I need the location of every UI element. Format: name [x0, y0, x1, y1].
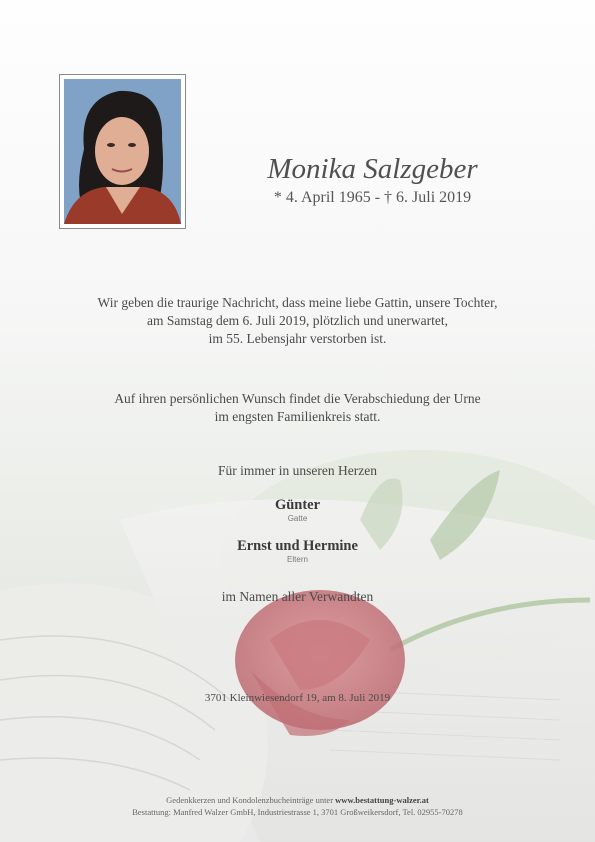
announcement-text	[40, 294, 555, 348]
announcement-line: Wir geben die traurige Nachricht, dass meine liebe Gattin, unsere Tochter,	[97, 295, 498, 310]
mourner-block	[40, 497, 555, 523]
portrait-photo	[64, 79, 181, 224]
mourner-name: Günter	[274, 497, 321, 513]
footer-text: Gedenkkerzen und Kondolenzbucheinträge unter	[166, 795, 334, 805]
announcement-line: im 55. Lebensjahr verstorben ist.	[208, 331, 387, 346]
life-dates: * 4. April 1965 - † 6. Juli 2019	[273, 189, 472, 206]
place-date: 3701 Kleinwiesendorf 19, am 8. Juli 2019	[204, 692, 391, 704]
website-link[interactable]: www.bestattung-walzer.at	[335, 795, 429, 805]
closing-text: Für immer in unseren Herzen	[218, 463, 377, 478]
mourner-role: Gatte	[287, 514, 308, 523]
footer-line-1	[40, 795, 555, 805]
announcement-line: am Samstag dem 6. Juli 2019, plötzlich und unerwartet,	[146, 313, 449, 328]
ceremony-line: Auf ihren persönlichen Wunsch findet die Verabschiedung der Urne	[114, 391, 481, 406]
relatives-text: im Namen aller Verwandten	[221, 589, 374, 604]
footer-line-2: Bestattung: Manfred Walzer GmbH, Industriestrasse 1, 3701 Großweikersdorf, Tel. 02955-70278	[132, 807, 463, 817]
mourner-block	[40, 538, 555, 564]
deceased-name: Monika Salzgeber	[267, 153, 478, 185]
mourner-name: Ernst und Hermine	[237, 538, 358, 554]
ceremony-line: im engsten Familienkreis statt.	[214, 409, 381, 424]
portrait-photo-frame	[59, 74, 186, 229]
mourner-role: Eltern	[287, 555, 308, 564]
ceremony-text	[40, 390, 555, 426]
